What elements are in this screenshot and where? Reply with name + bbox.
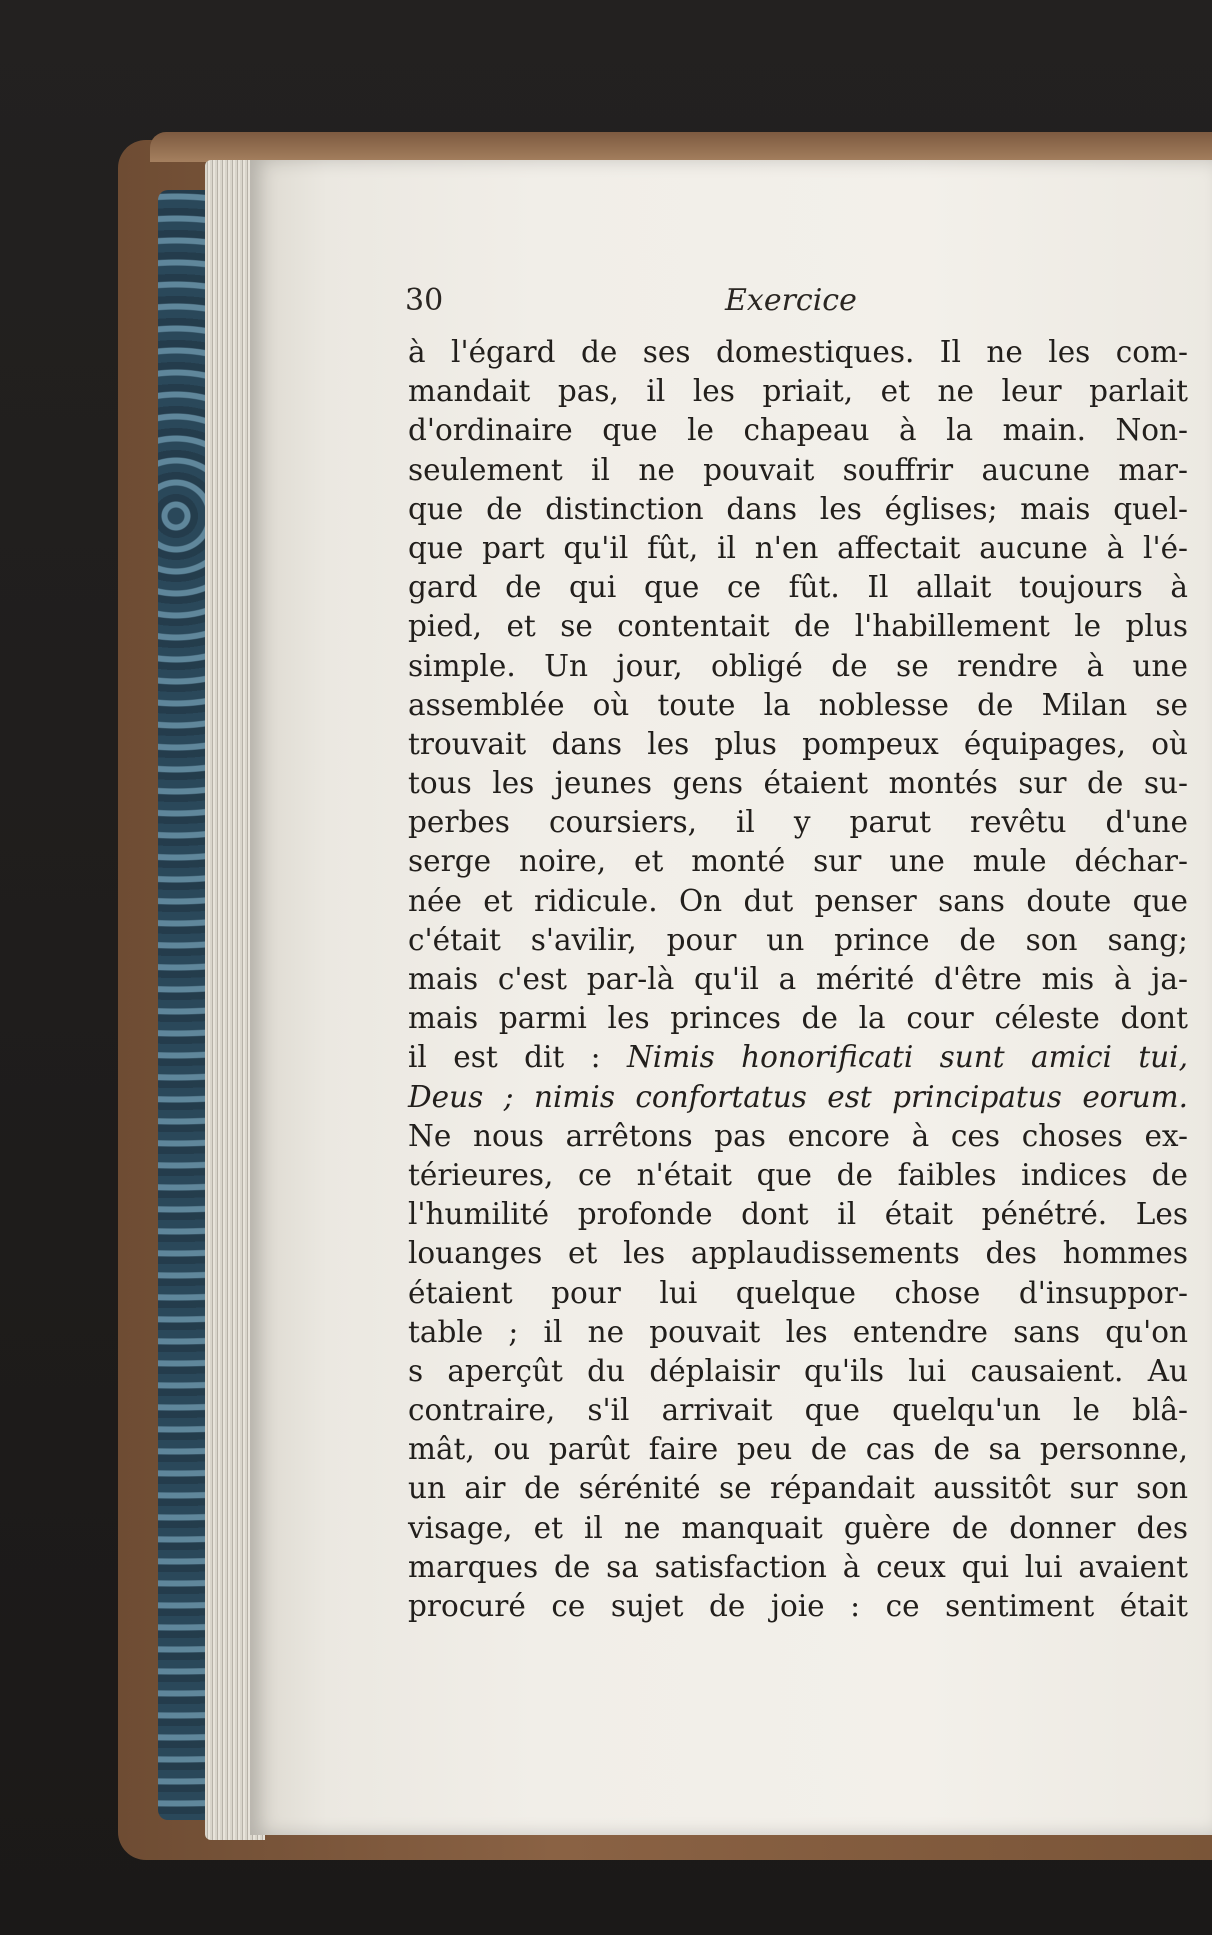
text-line: térieures, ce n'était que de faibles indices de (408, 1157, 1188, 1192)
text-line: table ; il ne pouvait les entendre sans qu'on (408, 1314, 1188, 1349)
text-line: pied, et se contentait de l'habillement le plus (408, 609, 1188, 644)
text-line: louanges et les applaudissements des hommes (408, 1236, 1188, 1271)
text-line: seulement il ne pouvait souffrir aucune mar- (408, 452, 1188, 487)
text-line: que de distinction dans les églises; mais quel- (408, 491, 1188, 526)
page-text (408, 333, 1188, 1626)
latin-quote-2: Deus ; nimis confortatus est principatus eorum. (408, 1079, 1188, 1114)
text-line: c'était s'avilir, pour un prince de son sang; (408, 922, 1188, 957)
text-line: contraire, s'il arrivait que quelqu'un le blâ- (408, 1393, 1188, 1428)
text-line: simple. Un jour, obligé de se rendre à une (408, 648, 1188, 683)
cover-top-edge (150, 132, 1212, 162)
latin-quote-1: Nimis honorificati sunt amici tui, (626, 1040, 1188, 1075)
text-line: étaient pour lui quelque chose d'insuppor- (408, 1275, 1188, 1310)
text-line: mais c'est par-là qu'il a mérité d'être mis à ja- (408, 962, 1188, 996)
running-title: Exercice (725, 283, 857, 318)
text-line: l'humilité profonde dont il était pénétré. Les (408, 1197, 1188, 1232)
text-line: que part qu'il fût, il n'en affectait aucune à l'é- (408, 530, 1188, 565)
text-line: mandait pas, il les priait, et ne leur parlait (408, 374, 1188, 409)
text-line: née et ridicule. On dut penser sans doute que (408, 883, 1188, 918)
text-line: d'ordinaire que le chapeau à la main. Non- (408, 413, 1188, 448)
text-line: trouvait dans les plus pompeux équipages, où (408, 726, 1188, 761)
text-line-quote (408, 1038, 1188, 1077)
text-line-quote (408, 1078, 1188, 1117)
text-line: mais parmi les princes de la cour céleste dont (408, 1001, 1188, 1036)
text-line: Ne nous arrêtons pas encore à ces choses ex- (408, 1118, 1188, 1153)
text-line: gard de qui que ce fût. Il allait toujours à (408, 570, 1188, 605)
page-number: 30 (405, 283, 444, 318)
text-line: marques de sa satisfaction à ceux qui lui avaient (408, 1549, 1188, 1584)
text-line: mât, ou parût faire peu de cas de sa personne, (408, 1432, 1188, 1467)
text-line: tous les jeunes gens étaient montés sur de su- (408, 766, 1188, 801)
text-line: serge noire, et monté sur une mule déchar- (408, 844, 1188, 879)
text-line: à l'égard de ses domestiques. Il ne les com- (408, 335, 1188, 369)
text-line: visage, et il ne manquait guère de donner des (408, 1510, 1188, 1545)
running-head (405, 283, 1205, 323)
text-line: perbes coursiers, il y parut revêtu d'une (408, 805, 1188, 840)
text-line: procuré ce sujet de joie : ce sentiment était (408, 1589, 1188, 1623)
text-line: assemblée où toute la noblesse de Milan se (408, 687, 1188, 722)
text-line: s aperçût du déplaisir qu'ils lui causaient. Au (408, 1353, 1188, 1388)
quote-prefix: il est dit : (408, 1040, 627, 1075)
text-line: un air de sérénité se répandait aussitôt sur son (408, 1471, 1188, 1506)
